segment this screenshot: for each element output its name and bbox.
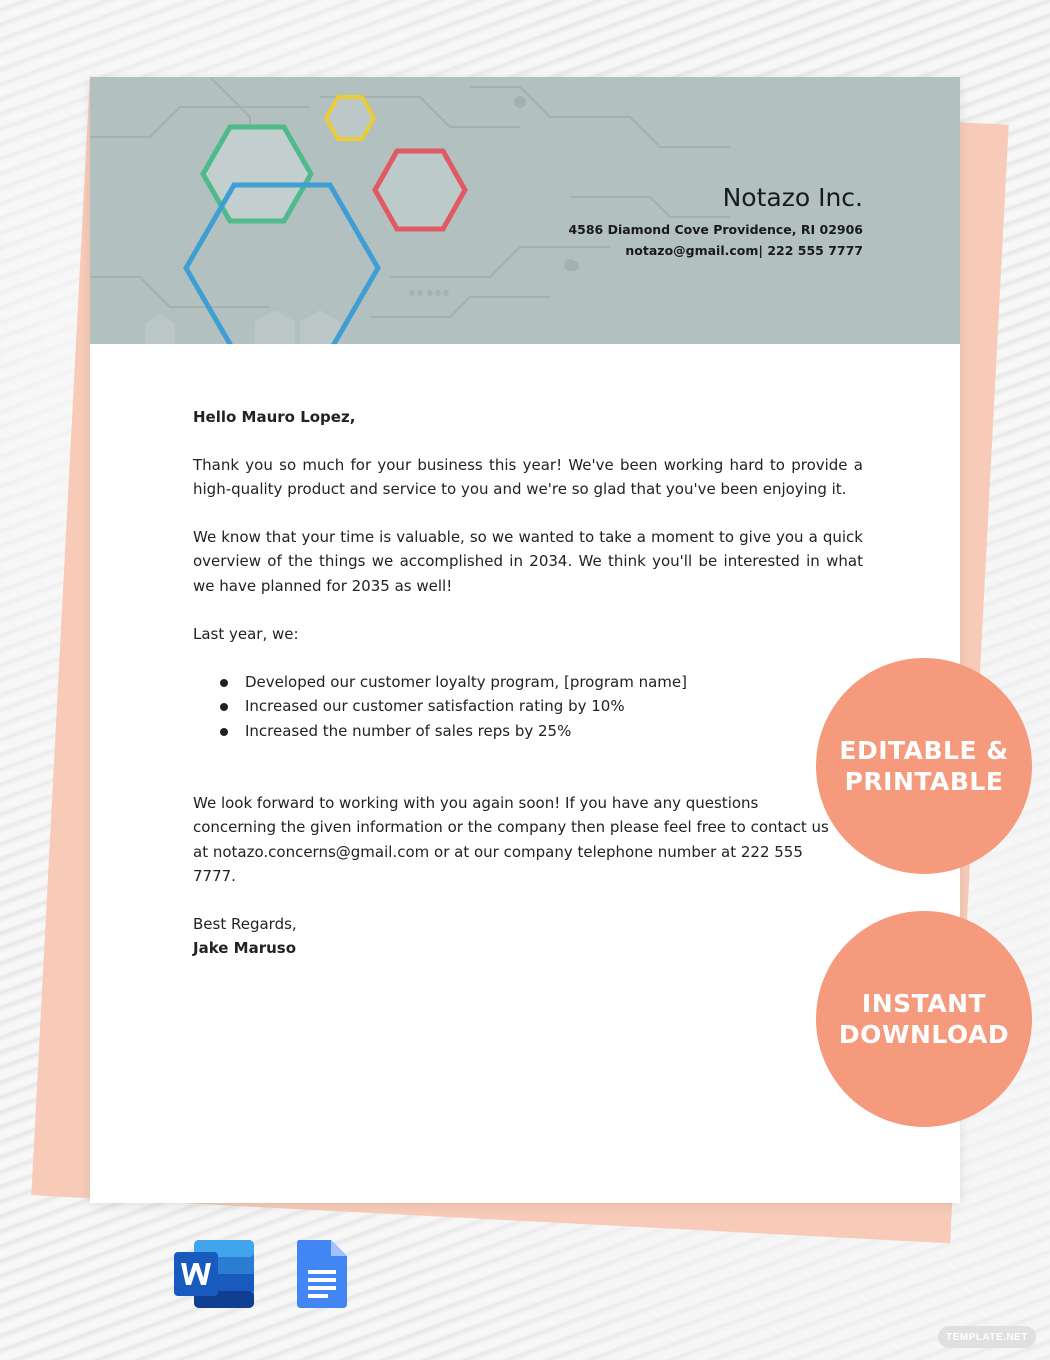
letter-greeting: Hello Mauro Lopez, [193, 408, 356, 426]
list-item [193, 670, 863, 694]
google-docs-icon [295, 1238, 349, 1310]
letter-paragraph-1: Thank you so much for your business this year! We've been working hard to provide a high-quality product and service to you and we're so glad that you've been enjoying it. [193, 456, 863, 499]
bullet-dot [220, 703, 228, 711]
letter-signoff: Best Regards, [193, 915, 297, 933]
list-item-text: Increased the number of sales reps by 25% [245, 721, 572, 740]
bullet-dot [220, 679, 228, 687]
letterhead-banner [90, 77, 960, 344]
badge-line: EDITABLE & [839, 736, 1009, 765]
badge-line: DOWNLOAD [838, 1020, 1010, 1049]
editable-printable-badge [816, 658, 1032, 874]
instant-download-badge [816, 911, 1032, 1127]
letter-signature: Jake Maruso [193, 939, 297, 957]
list-intro: Last year, we: [193, 625, 299, 643]
microsoft-word-icon [172, 1238, 256, 1310]
list-item-text: Developed our customer loyalty program, [program name] [245, 673, 688, 691]
templatenet-watermark: TEMPLATE.NET [938, 1326, 1036, 1348]
badge-line: INSTANT [861, 989, 987, 1018]
list-item [193, 719, 863, 743]
company-contact: notazo@gmail.com| 222 555 7777 [625, 243, 863, 258]
letter-closing-paragraph: We look forward to working with you again soon! If you have any questions concerning the given information or the company then please feel free to contact us at notazo.concerns@gmail.com or at our company telephone number at 222 555 7777. [193, 794, 829, 885]
badge-line: PRINTABLE [844, 767, 1004, 796]
bullet-dot [220, 728, 228, 736]
list-item-text: Increased our customer satisfaction rating by 10% [245, 697, 625, 716]
company-address: 4586 Diamond Cove Providence, RI 02906 [568, 222, 863, 237]
list-item [193, 694, 863, 718]
accomplishments-list [193, 670, 863, 743]
letter-paragraph-2: We know that your time is valuable, so we wanted to take a moment to give you a quick overview of the things we accomplished in 2034. We think you'll be interested in what we have planned for 2035 as well! [193, 528, 863, 595]
company-name: Notazo Inc. [722, 183, 863, 212]
